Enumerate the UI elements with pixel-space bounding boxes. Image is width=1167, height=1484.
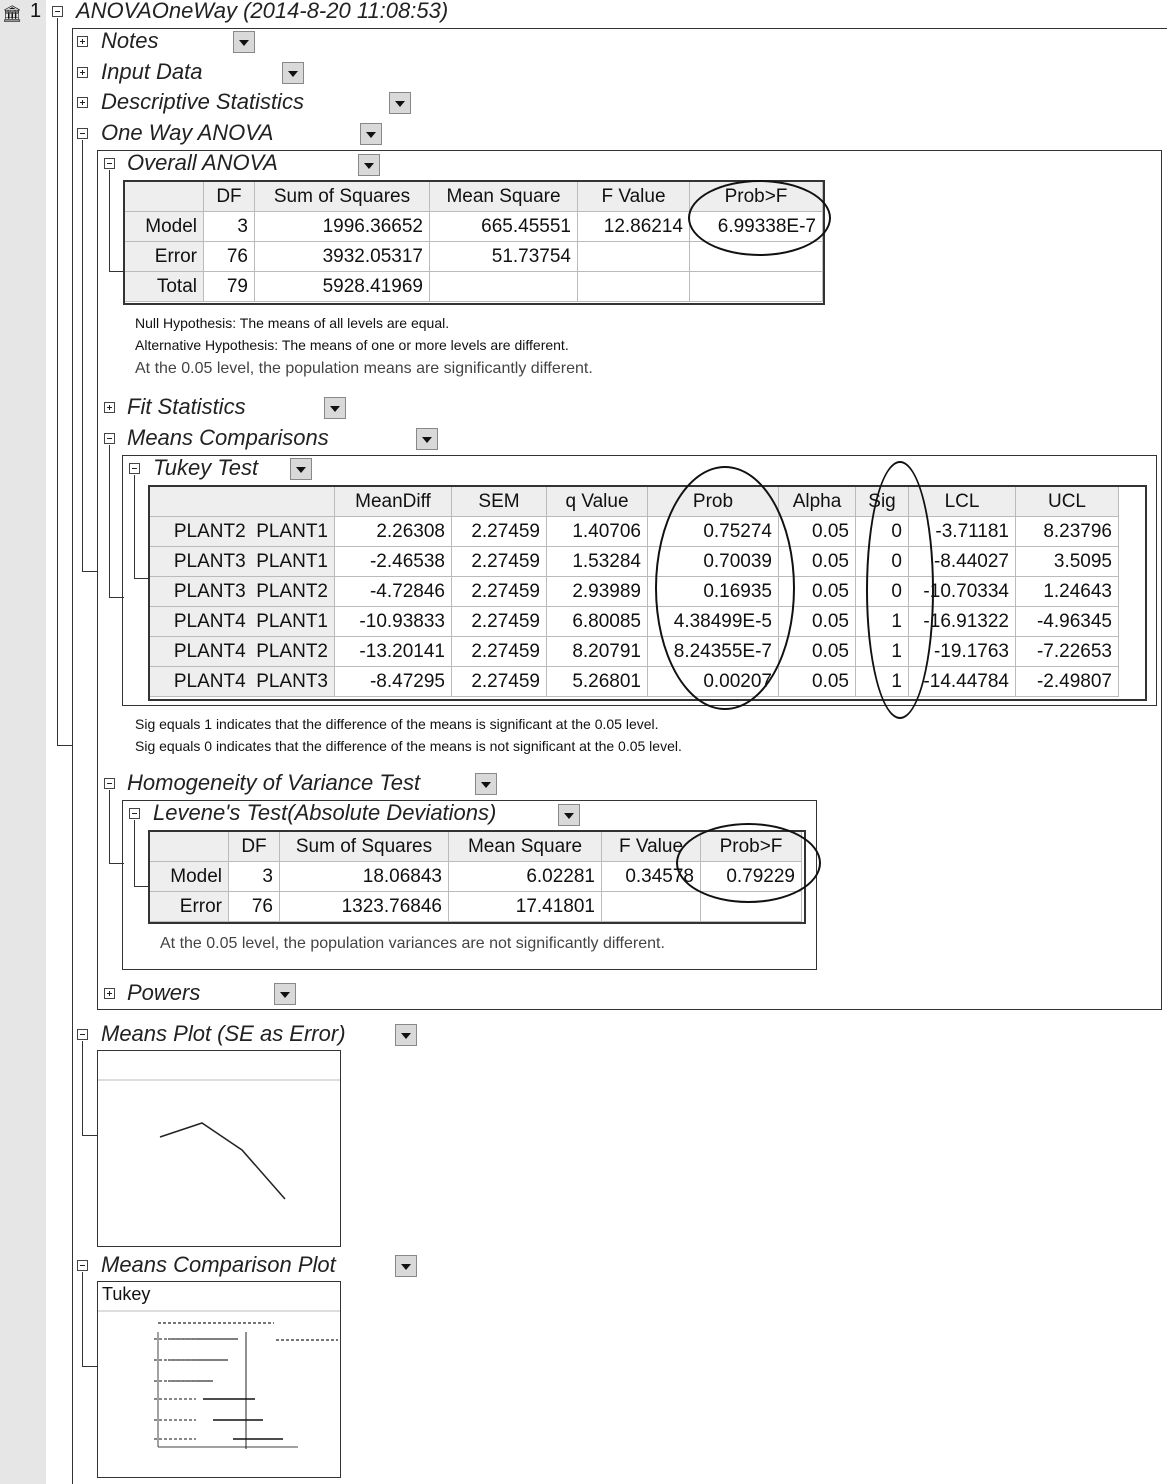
cell — [578, 272, 690, 302]
cell: -2.46538 — [335, 547, 452, 577]
cell: 0.75274 — [648, 517, 779, 547]
tukey-header-sem: SEM — [452, 487, 547, 517]
tukey-dropdown-button[interactable] — [290, 458, 312, 480]
notes-dropdown-button[interactable] — [233, 31, 255, 53]
fit-statistics-expand-toggle[interactable] — [104, 402, 115, 413]
means-plot-collapse-toggle[interactable] — [77, 1029, 88, 1040]
table-row — [150, 517, 1119, 547]
cell: 0.05 — [779, 607, 856, 637]
cell: 2.27459 — [452, 607, 547, 637]
overall-anova-dropdown-button[interactable] — [358, 154, 380, 176]
levene-test-table — [149, 831, 802, 922]
cell: 0.79229 — [701, 862, 802, 892]
cell — [578, 242, 690, 272]
sig-note-0: Sig equals 0 indicates that the difference of the means is not significant at the 0.05 level. — [135, 738, 682, 754]
tukey-header-alpha: Alpha — [779, 487, 856, 517]
root-connector-h — [57, 745, 73, 746]
root-title[interactable]: ANOVAOneWay (2014-8-20 11:08:53) — [76, 0, 449, 23]
tree-icon: 🏛 — [2, 6, 23, 23]
comparison-plot-connector — [82, 1272, 83, 1367]
levene-header-ms: Mean Square — [449, 832, 602, 862]
root-index: 1 — [30, 0, 42, 22]
table-row — [150, 667, 1119, 697]
means-plot-connector-h — [82, 1135, 98, 1136]
levene-connector — [134, 820, 135, 887]
tukey-header-blank — [150, 487, 335, 517]
levene-connector-h — [134, 886, 149, 887]
cell: 1.24643 — [1016, 577, 1119, 607]
cell: 1323.76846 — [280, 892, 449, 922]
cell: 1.53284 — [547, 547, 648, 577]
cell: 0.05 — [779, 667, 856, 697]
cell: 0 — [856, 517, 909, 547]
means-connector — [109, 445, 110, 598]
cell: 76 — [204, 242, 255, 272]
cell: -14.44784 — [909, 667, 1016, 697]
cell: 6.80085 — [547, 607, 648, 637]
cell: -2.49807 — [1016, 667, 1119, 697]
powers-dropdown-button[interactable] — [274, 983, 296, 1005]
table-row — [150, 637, 1119, 667]
levene-dropdown-button[interactable] — [558, 804, 580, 826]
tukey-header-lcl: LCL — [909, 487, 1016, 517]
powers-expand-toggle[interactable] — [104, 988, 115, 999]
table-row — [150, 892, 802, 922]
means-comparisons-collapse-toggle[interactable] — [104, 433, 115, 444]
cell: 3 — [204, 212, 255, 242]
tukey-header-prob: Prob — [648, 487, 779, 517]
homogeneity-collapse-toggle[interactable] — [104, 778, 115, 789]
cell: 2.26308 — [335, 517, 452, 547]
root-collapse-toggle[interactable] — [52, 6, 63, 17]
cell: 1996.36652 — [255, 212, 430, 242]
one-way-anova-dropdown-button[interactable] — [360, 123, 382, 145]
cell: 1.40706 — [547, 517, 648, 547]
cell: 0.05 — [779, 577, 856, 607]
overall-anova-table — [124, 181, 823, 302]
tukey-collapse-toggle[interactable] — [129, 463, 140, 474]
tukey-test-table — [149, 486, 1119, 697]
cell: 2.27459 — [452, 637, 547, 667]
cell: 17.41801 — [449, 892, 602, 922]
levene-header-f: F Value — [602, 832, 701, 862]
cell: -10.70334 — [909, 577, 1016, 607]
table-row — [125, 272, 823, 302]
tukey-header-qvalue: q Value — [547, 487, 648, 517]
section-overall-anova[interactable]: Overall ANOVA — [127, 150, 278, 175]
levene-header-df: DF — [229, 832, 280, 862]
cell: 5928.41969 — [255, 272, 430, 302]
cell: 0.05 — [779, 637, 856, 667]
section-levene[interactable]: Levene's Test(Absolute Deviations) — [153, 800, 497, 825]
section-powers[interactable]: Powers — [127, 980, 201, 1005]
row-label: Error — [150, 892, 229, 922]
cell: -19.1763 — [909, 637, 1016, 667]
cell: 4.38499E-5 — [648, 607, 779, 637]
row-label: PLANT2 PLANT1 — [150, 517, 335, 547]
sig-note-1: Sig equals 1 indicates that the difference of the means is significant at the 0.05 level. — [135, 716, 659, 732]
descriptive-statistics-expand-toggle[interactable] — [77, 97, 88, 108]
overall-header-ms: Mean Square — [430, 182, 578, 212]
levene-collapse-toggle[interactable] — [129, 808, 140, 819]
comparison-plot-connector-h — [82, 1366, 98, 1367]
cell: -7.22653 — [1016, 637, 1119, 667]
anova-connector-h — [82, 571, 98, 572]
cell: 8.24355E-7 — [648, 637, 779, 667]
cell: 2.27459 — [452, 667, 547, 697]
means-plot-graph — [98, 1051, 340, 1246]
table-row — [150, 577, 1119, 607]
cell: -16.91322 — [909, 607, 1016, 637]
overall-header-f: F Value — [578, 182, 690, 212]
levene-header-blank — [150, 832, 229, 862]
section-means-comparison-plot[interactable]: Means Comparison Plot — [101, 1252, 336, 1277]
means-comparison-plot-collapse-toggle[interactable] — [77, 1260, 88, 1271]
overall-header-prob: Prob>F — [690, 182, 823, 212]
overall-anova-collapse-toggle[interactable] — [104, 158, 115, 169]
cell: 0.05 — [779, 547, 856, 577]
tukey-connector-h — [134, 578, 149, 579]
cell: 2.93989 — [547, 577, 648, 607]
cell: 0.05 — [779, 517, 856, 547]
descriptive-statistics-dropdown-button[interactable] — [389, 92, 411, 114]
cell: 18.06843 — [280, 862, 449, 892]
section-means-comparisons[interactable]: Means Comparisons — [127, 425, 329, 450]
ci-bars — [168, 1339, 283, 1439]
row-label: Model — [125, 212, 204, 242]
table-row — [150, 607, 1119, 637]
cell: 6.02281 — [449, 862, 602, 892]
input-data-expand-toggle[interactable] — [77, 67, 88, 78]
cell: 6.99338E-7 — [690, 212, 823, 242]
cell: 3932.05317 — [255, 242, 430, 272]
cell: 51.73754 — [430, 242, 578, 272]
section-notes[interactable]: Notes — [101, 28, 159, 53]
one-way-anova-collapse-toggle[interactable] — [77, 128, 88, 139]
alt-hypothesis-text: Alternative Hypothesis: The means of one or more levels are different. — [135, 337, 569, 353]
section-one-way-anova[interactable]: One Way ANOVA — [101, 120, 274, 145]
fit-statistics-dropdown-button[interactable] — [324, 397, 346, 419]
cell: 2.27459 — [452, 577, 547, 607]
cell: 0 — [856, 547, 909, 577]
section-input-data[interactable]: Input Data — [101, 59, 203, 84]
cell: 3 — [229, 862, 280, 892]
means-plot-dropdown-button[interactable] — [395, 1024, 417, 1046]
input-data-dropdown-button[interactable] — [282, 62, 304, 84]
left-gutter — [0, 0, 46, 1484]
cell: 2.27459 — [452, 547, 547, 577]
root-connector — [57, 18, 58, 746]
overall-connector-h — [109, 271, 124, 272]
cell: 0.34578 — [602, 862, 701, 892]
cell: -13.20141 — [335, 637, 452, 667]
table-row — [150, 547, 1119, 577]
cell — [690, 242, 823, 272]
cell: 0 — [856, 577, 909, 607]
homogeneity-connector — [109, 790, 110, 864]
overall-header-df: DF — [204, 182, 255, 212]
cell: 665.45551 — [430, 212, 578, 242]
cell — [602, 892, 701, 922]
section-tukey-test[interactable]: Tukey Test — [153, 455, 259, 480]
cell: 8.23796 — [1016, 517, 1119, 547]
cell: -3.71181 — [909, 517, 1016, 547]
cell: 1 — [856, 637, 909, 667]
null-hypothesis-text: Null Hypothesis: The means of all levels are equal. — [135, 315, 450, 331]
means-plot-connector — [82, 1041, 83, 1136]
variance-conclusion-text: At the 0.05 level, the population variances are not significantly different. — [160, 935, 665, 952]
cell: 1 — [856, 607, 909, 637]
section-homogeneity[interactable]: Homogeneity of Variance Test — [127, 770, 421, 795]
tukey-plot-label: Tukey — [102, 1284, 151, 1304]
cell — [430, 272, 578, 302]
homogeneity-dropdown-button[interactable] — [475, 773, 497, 795]
cell: 0.70039 — [648, 547, 779, 577]
cell: -4.72846 — [335, 577, 452, 607]
levene-header-ss: Sum of Squares — [280, 832, 449, 862]
row-label: PLANT3 PLANT1 — [150, 547, 335, 577]
section-descriptive-statistics[interactable]: Descriptive Statistics — [101, 89, 304, 114]
levene-header-prob: Prob>F — [701, 832, 802, 862]
anova-conclusion-text: At the 0.05 level, the population means are significantly different. — [135, 360, 593, 377]
row-label: Total — [125, 272, 204, 302]
tukey-header-ucl: UCL — [1016, 487, 1119, 517]
overall-header-blank — [125, 182, 204, 212]
anova-connector — [82, 140, 83, 572]
cell: -8.47295 — [335, 667, 452, 697]
cell: -10.93833 — [335, 607, 452, 637]
cell: 2.27459 — [452, 517, 547, 547]
cell — [701, 892, 802, 922]
table-row — [150, 862, 802, 892]
means-comparison-graph — [98, 1282, 340, 1477]
cell: 12.86214 — [578, 212, 690, 242]
overall-connector — [109, 170, 110, 272]
means-comparison-plot-dropdown-button[interactable] — [395, 1255, 417, 1277]
cell: 0.00207 — [648, 667, 779, 697]
cell: 0.16935 — [648, 577, 779, 607]
cell — [690, 272, 823, 302]
table-row — [125, 242, 823, 272]
cell: 5.26801 — [547, 667, 648, 697]
row-label: PLANT4 PLANT1 — [150, 607, 335, 637]
notes-expand-toggle[interactable] — [77, 36, 88, 47]
cell: 76 — [229, 892, 280, 922]
cell: -4.96345 — [1016, 607, 1119, 637]
tukey-header-meandiff: MeanDiff — [335, 487, 452, 517]
table-row — [125, 212, 823, 242]
tukey-header-sig: Sig — [856, 487, 909, 517]
means-line — [160, 1123, 285, 1199]
means-comparisons-dropdown-button[interactable] — [416, 428, 438, 450]
cell: 3.5095 — [1016, 547, 1119, 577]
section-means-plot[interactable]: Means Plot (SE as Error) — [101, 1021, 346, 1046]
cell: -8.44027 — [909, 547, 1016, 577]
row-label-scribbles — [154, 1339, 196, 1439]
row-label: PLANT3 PLANT2 — [150, 577, 335, 607]
row-label: PLANT4 PLANT2 — [150, 637, 335, 667]
cell: 1 — [856, 667, 909, 697]
overall-header-ss: Sum of Squares — [255, 182, 430, 212]
section-fit-statistics[interactable]: Fit Statistics — [127, 394, 246, 419]
cell: 79 — [204, 272, 255, 302]
row-label: Model — [150, 862, 229, 892]
row-label: PLANT4 PLANT3 — [150, 667, 335, 697]
cell: 8.20791 — [547, 637, 648, 667]
tukey-connector — [134, 475, 135, 579]
row-label: Error — [125, 242, 204, 272]
